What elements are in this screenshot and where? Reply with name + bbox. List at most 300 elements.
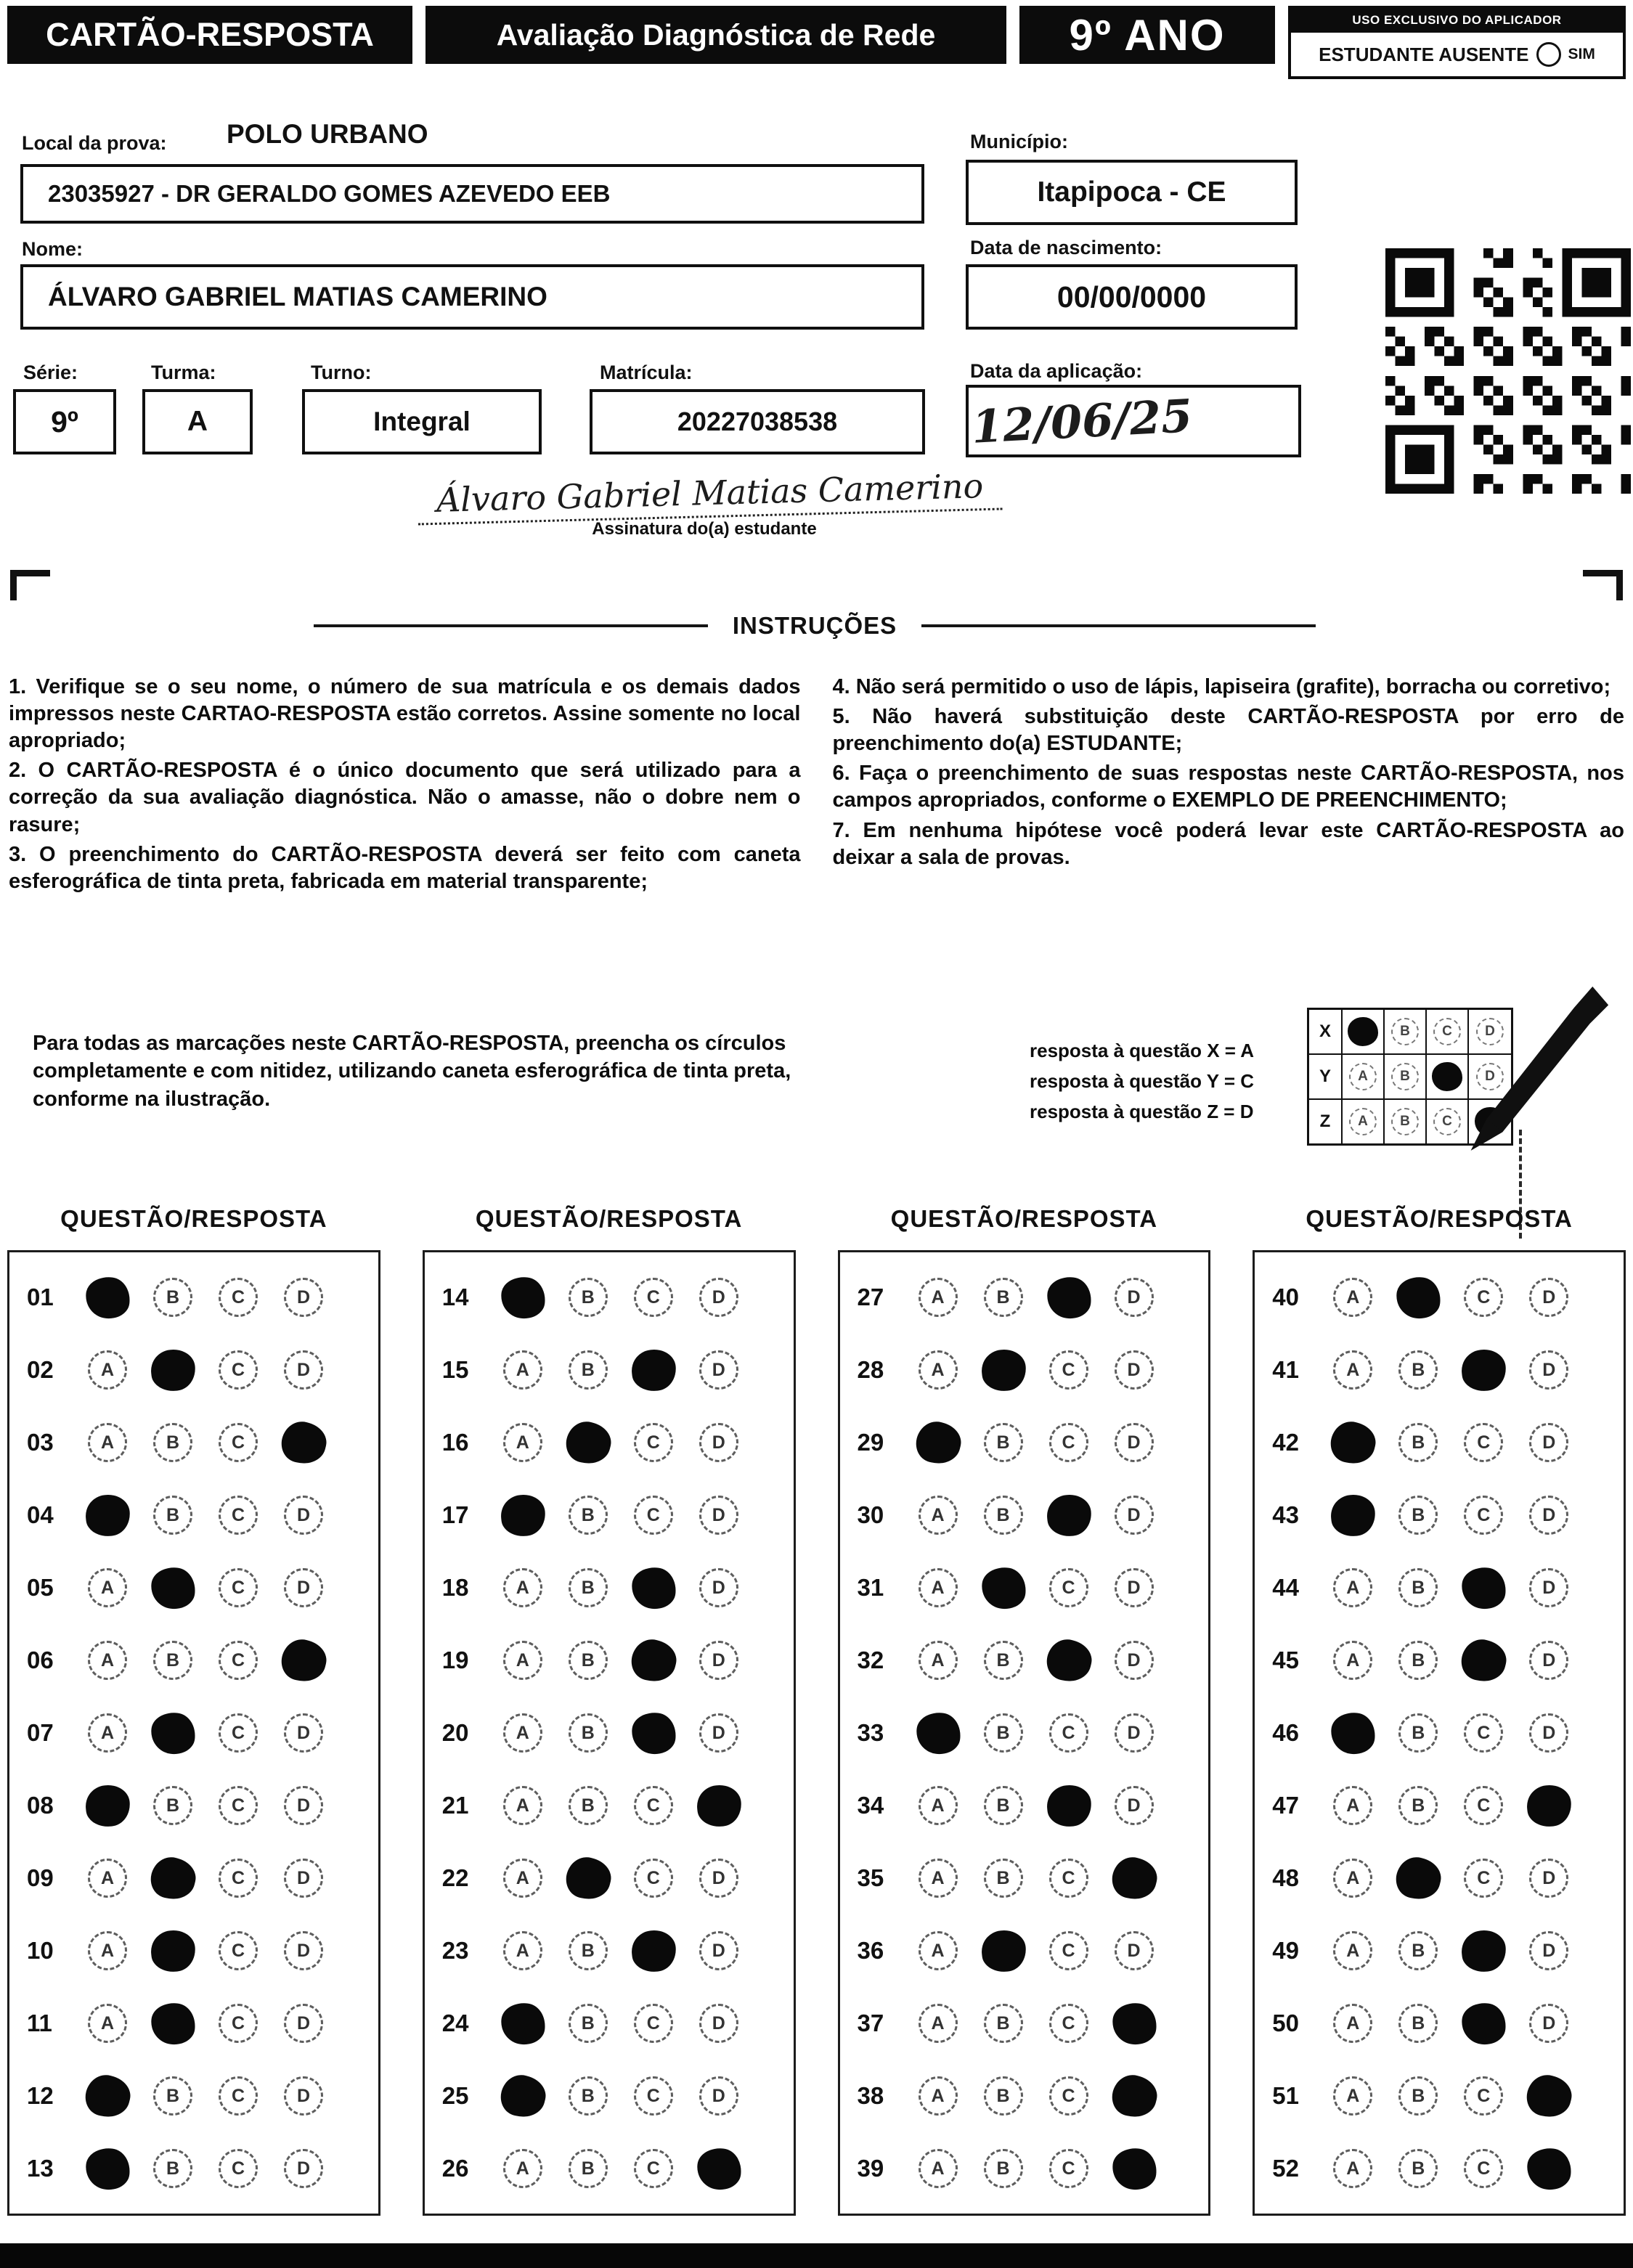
bubble-D-marked[interactable] [1525,1782,1573,1828]
bubble-A-marked[interactable] [913,1710,962,1756]
bubble-A[interactable]: A [919,1568,958,1607]
bubble-C-marked[interactable] [627,1635,680,1686]
bubble-C-marked[interactable] [1043,1635,1096,1686]
bubble-C[interactable]: C [1049,1568,1088,1607]
bubble-B[interactable]: B [1398,2076,1438,2116]
question-row [17,1261,378,1334]
bubble-D[interactable]: D [699,1350,738,1390]
bubble-D-marked[interactable] [1523,2071,1576,2121]
bubble-A-marked[interactable] [84,1274,132,1321]
bubble-D[interactable]: D [699,1713,738,1753]
bubble-B[interactable]: B [984,2076,1023,2116]
bubble-A-marked[interactable] [1329,1492,1377,1538]
bubble-B-marked[interactable] [562,1853,615,1904]
question-row [847,1624,1209,1697]
bubble-B[interactable]: B [1398,1423,1438,1462]
question-number: 44 [1272,1574,1299,1601]
sheet-title: CARTÃO-RESPOSTA [7,6,412,64]
bubble-C[interactable]: C [1464,1278,1503,1317]
bubble-A[interactable]: A [88,2004,127,2043]
bubble-C[interactable]: C [219,1641,258,1680]
bubble-C[interactable]: C [634,2004,673,2043]
bubble-B[interactable]: B [1398,2004,1438,2043]
bubble-A[interactable]: A [503,1423,542,1462]
bubble-B-marked[interactable] [149,1347,197,1392]
bubble-D[interactable]: D [1529,1641,1568,1680]
question-number: 08 [27,1792,54,1819]
signature-block [418,466,991,539]
bubble-B[interactable]: B [569,1786,608,1825]
bubble-B[interactable]: B [984,1641,1023,1680]
question-number: 21 [441,1792,469,1819]
bubble-D-marked[interactable] [1108,1853,1161,1904]
example-cell [1343,1100,1385,1143]
bubble-B[interactable]: B [569,1568,608,1607]
bubble-C[interactable]: C [219,1568,258,1607]
question-row [432,1697,794,1769]
bubble-C-marked[interactable] [1044,1274,1093,1321]
bubble-D[interactable]: D [699,2076,738,2116]
question-number: 24 [441,2010,469,2036]
question-row [17,1551,378,1624]
example-cell [1343,1010,1385,1053]
bubble-C[interactable]: C [219,1350,258,1390]
bubble-C[interactable]: C [634,1423,673,1462]
bubble-D[interactable]: D [1529,1423,1568,1462]
bubble-C[interactable]: C [219,1859,258,1898]
bubble-A[interactable]: A [919,1786,958,1825]
bubble-D[interactable]: D [1529,1713,1568,1753]
question-row [17,1406,378,1479]
question-row [432,1261,794,1334]
bubble-C-marked[interactable] [1459,1565,1508,1611]
bubble-B[interactable]: B [569,2004,608,2043]
answer-column [1253,1205,1626,2216]
question-row [432,1406,794,1479]
bubble-D[interactable]: D [1115,1568,1154,1607]
exam-name: Avaliação Diagnóstica de Rede [425,6,1006,64]
example-bubble-B: B [1391,1018,1419,1045]
bubble-D[interactable]: D [284,2004,323,2043]
aplicacao-box [966,385,1301,457]
bubble-B[interactable]: B [569,2149,608,2188]
bubble-D[interactable]: D [284,1859,323,1898]
bubble-D[interactable]: D [699,1423,738,1462]
instruction-item: 1. Verifique se o seu nome, o número de sua matrícula e os demais dados impressos neste CARTAO-RESPOSTA estão corretos. Assine somente no local apropriado; [9,675,801,753]
bubble-C-marked[interactable] [630,1710,678,1756]
bubble-C[interactable]: C [1049,1859,1088,1898]
bubble-B[interactable]: B [1398,1641,1438,1680]
bubble-C[interactable]: C [634,1496,673,1535]
question-number: 04 [27,1501,54,1528]
bubble-B[interactable]: B [984,1786,1023,1825]
example-cell [1385,1010,1427,1053]
bubble-C[interactable]: C [634,2076,673,2116]
bubble-D[interactable]: D [699,1859,738,1898]
bubble-C-marked[interactable] [1045,1782,1094,1828]
bubble-A[interactable]: A [88,1931,127,1970]
bubble-D[interactable]: D [1529,1568,1568,1607]
bubble-A[interactable]: A [1333,1278,1372,1317]
bubble-C-marked[interactable] [1045,1492,1094,1538]
bubble-B[interactable]: B [1398,1786,1438,1825]
bubble-B[interactable]: B [569,1641,608,1680]
bubble-D[interactable]: D [284,1350,323,1390]
bubble-C[interactable]: C [1464,1496,1503,1535]
nome-box: ÁLVARO GABRIEL MATIAS CAMERINO [20,264,924,330]
bubble-B[interactable]: B [153,1423,192,1462]
bubble-D[interactable]: D [284,1278,323,1317]
bubble-D[interactable]: D [699,2004,738,2043]
bubble-B[interactable]: B [984,2149,1023,2188]
bubble-B[interactable]: B [1398,1931,1438,1970]
bubble-B[interactable]: B [569,2076,608,2116]
bubble-A[interactable]: A [503,1786,542,1825]
registration-mark [1583,570,1623,600]
student-info [0,109,1633,581]
bubble-C[interactable]: C [1049,2149,1088,2188]
bubble-A-marked[interactable] [497,2071,550,2121]
bubble-C[interactable]: C [634,1859,673,1898]
answer-column-header: QUESTÃO/RESPOSTA [1306,1205,1573,1232]
bubble-D[interactable]: D [284,1568,323,1607]
matricula-label: Matrícula: [600,362,693,383]
bubble-D[interactable]: D [1115,1786,1154,1825]
bubble-D[interactable]: D [284,1713,323,1753]
bubble-A[interactable]: A [88,1350,127,1390]
bubble-A[interactable]: A [1333,1568,1372,1607]
question-row [17,1334,378,1406]
bubble-A-marked[interactable] [499,2000,547,2047]
bubble-A[interactable]: A [919,1496,958,1535]
question-row [1262,1624,1624,1697]
bubble-B-marked[interactable] [562,1417,615,1468]
bubble-B[interactable]: B [1398,1713,1438,1753]
question-number: 25 [441,2082,469,2109]
bubble-C[interactable]: C [219,1278,258,1317]
bubble-D[interactable]: D [1529,1859,1568,1898]
question-number: 40 [1272,1284,1299,1310]
aplicacao-value: 12/06/25 [970,388,1194,454]
bubble-A-marked[interactable] [1329,1710,1377,1756]
bubble-D[interactable]: D [1115,1496,1154,1535]
question-row [847,1334,1209,1406]
question-number: 15 [441,1356,469,1383]
bubble-A[interactable]: A [1333,2076,1372,2116]
turma-box: A [142,389,253,454]
bubble-C[interactable]: C [219,2149,258,2188]
bubble-B-marked[interactable] [149,2000,197,2047]
bubble-A[interactable]: A [1333,2004,1372,2043]
bubble-C[interactable]: C [219,1423,258,1462]
instruction-item: 2. O CARTÃO-RESPOSTA é o único documento que será utilizado para a correção da sua avaliação diagnóstica. Não o amasse, não o dobre nem o rasure; [9,759,801,836]
bubble-C[interactable]: C [1464,2149,1503,2188]
aplicacao-label: Data da aplicação: [970,360,1143,382]
bubble-C[interactable]: C [1464,2076,1503,2116]
qr-code [1385,248,1631,494]
bubble-A-marked[interactable] [912,1417,965,1468]
bubble-B-marked[interactable] [1392,1853,1445,1904]
bubble-A[interactable]: A [919,1931,958,1970]
bubble-A[interactable]: A [88,1713,127,1753]
bubble-D[interactable]: D [1115,1423,1154,1462]
bubble-B-marked[interactable] [980,1928,1028,1973]
bubble-C-marked[interactable] [1457,1635,1510,1686]
bubble-A[interactable]: A [1333,1931,1372,1970]
bubble-A[interactable]: A [503,1713,542,1753]
bubble-D[interactable]: D [284,1786,323,1825]
question-number: 29 [857,1429,884,1456]
bubble-B[interactable]: B [569,1931,608,1970]
answer-column [7,1205,380,2216]
bubble-D[interactable]: D [1115,1713,1154,1753]
bubble-A[interactable]: A [1333,1786,1372,1825]
instructions [9,674,1624,898]
question-number: 28 [857,1356,884,1383]
question-number: 52 [1272,2155,1299,2182]
question-row [432,1769,794,1842]
bubble-A[interactable]: A [88,1641,127,1680]
instructions-divider [314,612,1316,640]
bubble-B-marked[interactable] [980,1347,1028,1392]
bubble-A[interactable]: A [88,1423,127,1462]
bubble-A[interactable]: A [919,1350,958,1390]
example-answer-key [1030,1040,1254,1131]
bubble-D[interactable]: D [284,2076,323,2116]
question-number: 22 [441,1864,469,1891]
bubble-D[interactable]: D [1115,1931,1154,1970]
estudante-ausente-circle[interactable] [1536,42,1561,67]
question-row [847,1769,1209,1842]
bubble-B[interactable]: B [153,1641,192,1680]
bubble-A-marked[interactable] [81,2071,134,2121]
bubble-C[interactable]: C [634,1278,673,1317]
question-number: 20 [441,1719,469,1746]
bubble-A[interactable]: A [1333,1641,1372,1680]
question-row [17,2060,378,2132]
bubble-B[interactable]: B [984,1713,1023,1753]
bubble-C[interactable]: C [1049,1350,1088,1390]
bubble-B-marked[interactable] [979,1565,1027,1611]
bubble-C-marked[interactable] [630,1928,678,1973]
bubble-B[interactable]: B [569,1350,608,1390]
bubble-B[interactable]: B [984,1423,1023,1462]
question-row [432,1479,794,1551]
bubble-C-marked[interactable] [1459,1347,1508,1392]
bubble-D[interactable]: D [699,1568,738,1607]
bubble-A[interactable]: A [88,1568,127,1607]
bubble-D[interactable]: D [1529,1931,1568,1970]
question-row [847,1551,1209,1624]
bubble-A-marked[interactable] [84,1782,132,1828]
bubble-B-marked[interactable] [149,1928,197,1973]
question-number: 17 [441,1501,469,1528]
bubble-A[interactable]: A [919,2004,958,2043]
question-number: 11 [27,2010,52,2036]
bubble-A[interactable]: A [919,1641,958,1680]
divider-line [314,624,708,627]
bubble-A[interactable]: A [1333,1859,1372,1898]
bubble-A-marked[interactable] [499,1492,547,1538]
question-number: 51 [1272,2082,1299,2109]
bubble-B[interactable]: B [1398,1568,1438,1607]
question-number: 05 [27,1574,54,1601]
bubble-A[interactable]: A [919,1278,958,1317]
bubble-B[interactable]: B [984,1859,1023,1898]
bubble-C-marked[interactable] [630,1565,678,1611]
answer-column-header: QUESTÃO/RESPOSTA [475,1205,743,1232]
bubble-D-marked[interactable] [277,1417,330,1468]
bubble-B-marked[interactable] [1394,1274,1443,1321]
question-row [17,1624,378,1697]
bubble-C-marked[interactable] [1459,2000,1508,2047]
bubble-A[interactable]: A [503,2149,542,2188]
bubble-C[interactable]: C [1464,1859,1503,1898]
bubble-B[interactable]: B [569,1713,608,1753]
bubble-D[interactable]: D [699,1641,738,1680]
bubble-B[interactable]: B [153,1278,192,1317]
bubble-D[interactable]: D [699,1931,738,1970]
bubble-C[interactable]: C [1049,2076,1088,2116]
bubble-B[interactable]: B [153,1786,192,1825]
bubble-A-marked[interactable] [1327,1417,1380,1468]
pen-illustration [1446,979,1617,1164]
bubble-A[interactable]: A [503,1931,542,1970]
bubble-D-marked[interactable] [695,2145,744,2192]
bubble-D[interactable]: D [284,2149,323,2188]
question-row [847,2132,1209,2205]
bubble-D-marked[interactable] [1109,2000,1158,2047]
question-number: 16 [441,1429,469,1456]
bubble-D[interactable]: D [284,1931,323,1970]
bubble-B[interactable]: B [1398,1350,1438,1390]
question-number: 23 [441,1937,469,1964]
bubble-C[interactable]: C [1049,2004,1088,2043]
bubble-A[interactable]: A [88,1859,127,1898]
bubble-C[interactable]: C [219,1713,258,1753]
bubble-C[interactable]: C [634,2149,673,2188]
bubble-C[interactable]: C [1464,1786,1503,1825]
example-bubble-A: A [1349,1108,1377,1135]
bubble-C-marked[interactable] [1459,1928,1508,1973]
bubble-C[interactable]: C [219,1786,258,1825]
bubble-C[interactable]: C [219,1496,258,1535]
bubble-A[interactable]: A [919,2149,958,2188]
question-row [1262,2060,1624,2132]
bubble-C[interactable]: C [1049,1713,1088,1753]
bubble-D-marked[interactable] [1108,2071,1161,2121]
bubble-D[interactable]: D [1529,1278,1568,1317]
question-number: 06 [27,1647,54,1673]
bubble-B[interactable]: B [984,1496,1023,1535]
bubble-B-marked[interactable] [149,1710,197,1756]
bubble-D[interactable]: D [699,1496,738,1535]
bubble-A[interactable]: A [503,1641,542,1680]
bubble-B[interactable]: B [984,2004,1023,2043]
serie-box: 9º [13,389,116,454]
municipio-label: Município: [970,131,1068,152]
bubble-C[interactable]: C [1049,1931,1088,1970]
bubble-D-marked[interactable] [1525,2145,1573,2192]
bubble-C[interactable]: C [219,2004,258,2043]
question-row [847,1697,1209,1769]
bubble-D-marked[interactable] [695,1782,744,1828]
question-row [432,1334,794,1406]
bubble-D[interactable]: D [1115,1278,1154,1317]
question-row [1262,1406,1624,1479]
example-bubble-A: A [1349,1063,1377,1090]
question-row [432,2060,794,2132]
bubble-B[interactable]: B [569,1496,608,1535]
example-bubble-B: B [1391,1063,1419,1090]
question-row [432,1551,794,1624]
bubble-B[interactable]: B [153,2076,192,2116]
bubble-D-marked[interactable] [1109,2145,1158,2192]
bubble-B[interactable]: B [984,1278,1023,1317]
bubble-A[interactable]: A [919,1859,958,1898]
signature-label: Assinatura do(a) estudante [592,519,817,539]
answers-section [7,1205,1626,2216]
bubble-B[interactable]: B [1398,2149,1438,2188]
bubble-C[interactable]: C [219,1931,258,1970]
question-number: 42 [1272,1429,1299,1456]
bubble-D[interactable]: D [1529,1496,1568,1535]
serie-label: Série: [23,362,78,383]
bubble-B[interactable]: B [569,1278,608,1317]
bubble-D[interactable]: D [1529,1350,1568,1390]
bubble-C[interactable]: C [1464,1423,1503,1462]
bubble-D[interactable]: D [1115,1641,1154,1680]
bubble-A-marked[interactable] [499,1274,547,1321]
bubble-A[interactable]: A [503,1350,542,1390]
bubble-A[interactable]: A [503,1859,542,1898]
school-box: 23035927 - DR GERALDO GOMES AZEVEDO EEB [20,164,924,224]
question-number: 41 [1272,1356,1299,1383]
bubble-B[interactable]: B [153,2149,192,2188]
grade-badge: 9º ANO [1019,6,1275,64]
bubble-A[interactable]: A [919,2076,958,2116]
bubble-A[interactable]: A [503,1568,542,1607]
answer-column-header: QUESTÃO/RESPOSTA [60,1205,327,1232]
question-row [1262,1842,1624,1914]
bubble-B-marked[interactable] [147,1853,200,1904]
bubble-A[interactable]: A [1333,1350,1372,1390]
example-bubble-D: D [1476,1018,1504,1045]
bubble-B[interactable]: B [153,1496,192,1535]
example-row-label: X [1309,1010,1343,1053]
bubble-D[interactable]: D [699,1278,738,1317]
question-number: 50 [1272,2010,1299,2036]
bubble-B[interactable]: B [1398,1496,1438,1535]
bubble-A[interactable]: A [1333,2149,1372,2188]
question-number: 39 [857,2155,884,2182]
bubble-C[interactable]: C [634,1786,673,1825]
bubble-C[interactable]: C [219,2076,258,2116]
bubble-D[interactable]: D [1529,2004,1568,2043]
bubble-C[interactable]: C [1049,1423,1088,1462]
question-number: 43 [1272,1501,1299,1528]
bubble-A-marked[interactable] [84,2145,132,2192]
bubble-C[interactable]: C [1464,1713,1503,1753]
question-row [1262,1551,1624,1624]
bubble-D[interactable]: D [284,1496,323,1535]
bubble-A-marked[interactable] [84,1492,132,1538]
bubble-D-marked[interactable] [277,1635,330,1686]
question-row [1262,1914,1624,1987]
bubble-C-marked[interactable] [630,1347,678,1392]
bubble-B-marked[interactable] [149,1565,197,1611]
bubble-D[interactable]: D [1115,1350,1154,1390]
